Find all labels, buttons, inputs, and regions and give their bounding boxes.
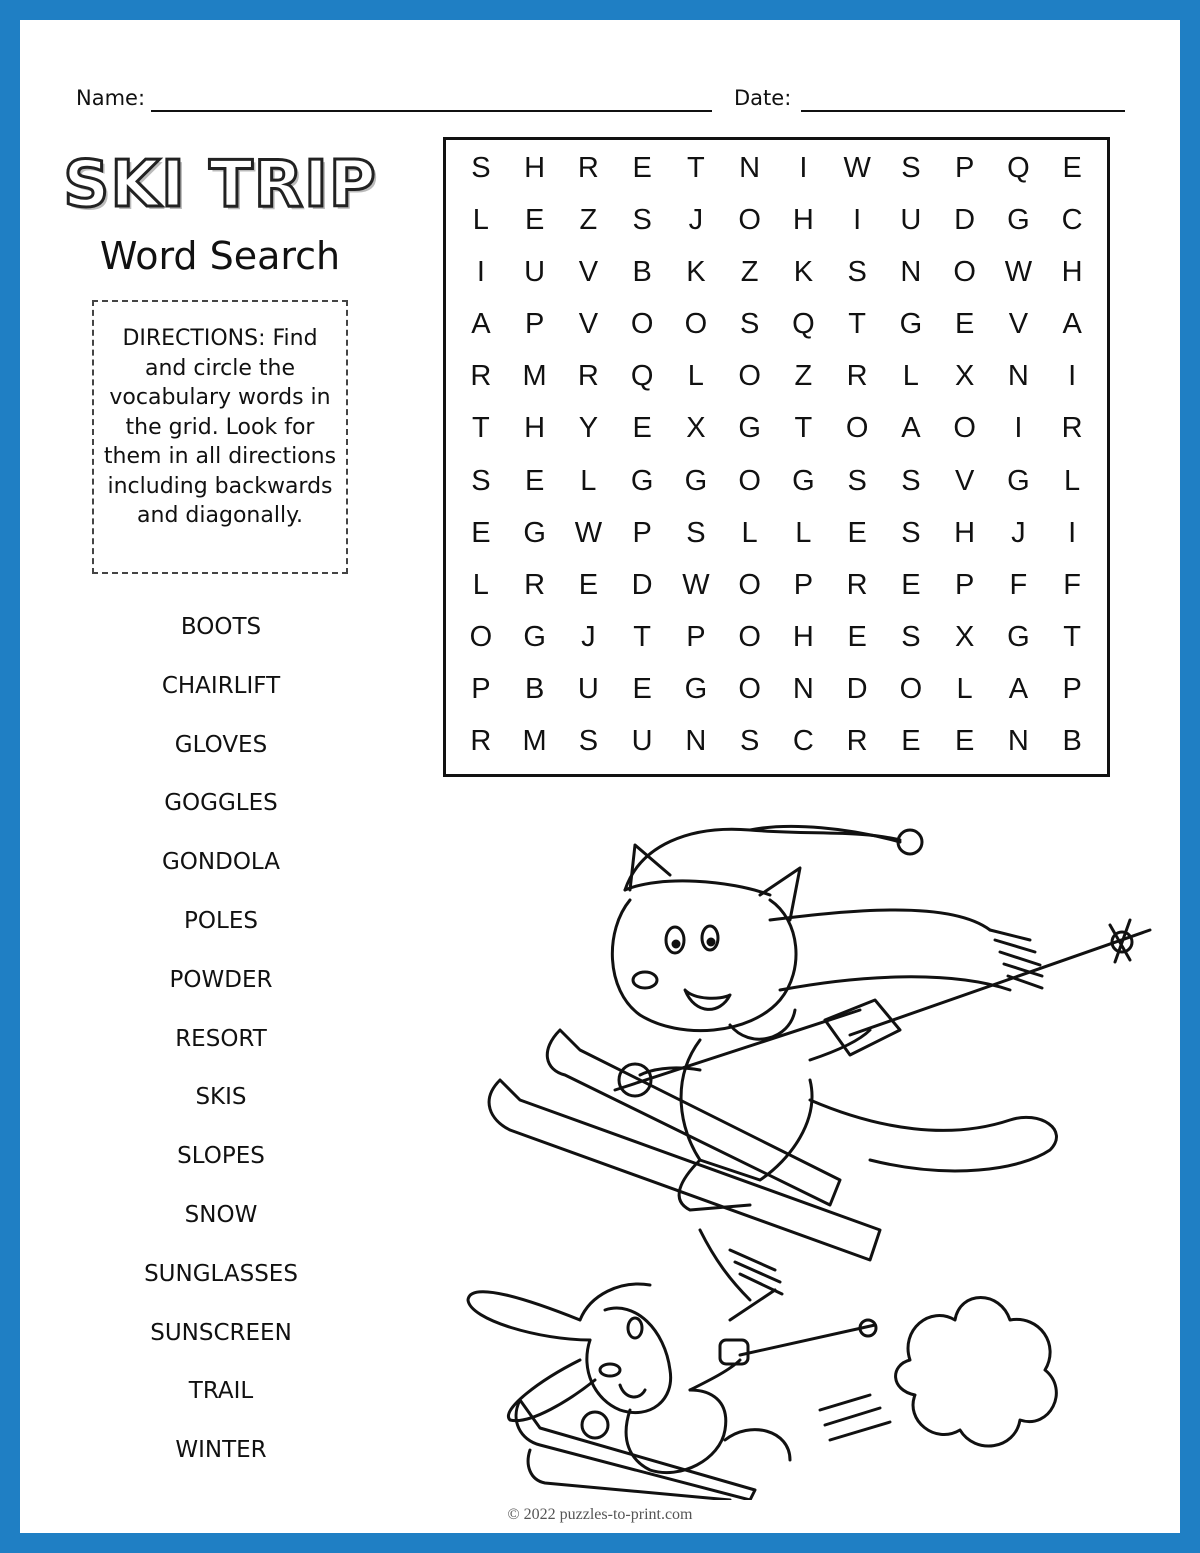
grid-letter[interactable]: W: [1004, 255, 1033, 288]
word-list-item: SUNGLASSES: [144, 1260, 298, 1287]
grid-letter[interactable]: I: [853, 203, 862, 236]
grid-letter[interactable]: T: [794, 412, 813, 445]
grid-letter[interactable]: O: [845, 412, 869, 445]
word-list-item: GLOVES: [174, 731, 268, 758]
grid-letter[interactable]: P: [686, 621, 706, 654]
grid-letter[interactable]: U: [631, 725, 653, 758]
grid-letter[interactable]: F: [1009, 568, 1028, 601]
grid-letter[interactable]: I: [1068, 516, 1077, 549]
grid-letter[interactable]: Y: [578, 412, 599, 445]
grid-letter[interactable]: A: [1062, 308, 1082, 341]
grid-letter[interactable]: O: [738, 203, 761, 236]
grid-letter[interactable]: S: [847, 255, 867, 288]
grid-letter[interactable]: Q: [1007, 151, 1030, 184]
grid-letter[interactable]: O: [738, 621, 761, 654]
grid-letter[interactable]: L: [741, 516, 758, 549]
grid-letter[interactable]: E: [471, 516, 491, 549]
grid-letter[interactable]: I: [1068, 360, 1077, 393]
grid-letter[interactable]: U: [900, 203, 922, 236]
grid-letter[interactable]: N: [792, 673, 814, 706]
word-list-item: SKIS: [195, 1084, 247, 1111]
grid-letter[interactable]: N: [1007, 725, 1029, 758]
grid-letter[interactable]: R: [1061, 412, 1083, 445]
cat-skier-icon: [489, 826, 1150, 1260]
grid-letter[interactable]: D: [954, 203, 976, 236]
grid-letter[interactable]: P: [632, 516, 652, 549]
grid-letter[interactable]: D: [631, 568, 653, 601]
grid-letter[interactable]: S: [901, 621, 921, 654]
grid-letter[interactable]: S: [471, 151, 491, 184]
grid-letter[interactable]: L: [956, 673, 973, 706]
date-label: Date:: [734, 86, 792, 110]
grid-letter[interactable]: Q: [630, 360, 654, 393]
name-label: Name:: [76, 86, 146, 110]
grid-letter[interactable]: G: [1007, 621, 1030, 654]
grid-letter[interactable]: O: [684, 308, 708, 341]
grid-letter[interactable]: G: [523, 621, 546, 654]
word-list-item: GONDOLA: [161, 849, 281, 876]
grid-letter[interactable]: T: [687, 151, 705, 184]
grid-letter[interactable]: F: [1063, 568, 1081, 601]
grid-letter[interactable]: R: [470, 360, 492, 393]
grid-letter[interactable]: P: [954, 151, 975, 184]
grid-letter[interactable]: L: [580, 464, 597, 497]
grid-letter[interactable]: P: [954, 568, 975, 601]
grid-letter[interactable]: X: [954, 621, 975, 654]
grid-letter[interactable]: S: [632, 203, 652, 236]
grid-letter[interactable]: J: [581, 621, 596, 654]
word-list-item: BOOTS: [180, 614, 262, 640]
grid-letter[interactable]: V: [578, 308, 599, 341]
grid-letter[interactable]: G: [684, 464, 708, 497]
grid-letter[interactable]: Z: [794, 360, 813, 393]
worksheet-page: [20, 20, 1180, 1533]
grid-letter[interactable]: P: [1062, 673, 1082, 706]
grid-letter[interactable]: S: [739, 308, 760, 341]
grid-letter[interactable]: C: [1061, 203, 1083, 236]
grid-letter[interactable]: R: [846, 725, 868, 758]
word-list-item: SLOPES: [177, 1143, 265, 1170]
grid-letter[interactable]: S: [578, 725, 599, 758]
grid-letter[interactable]: L: [472, 568, 489, 601]
grid-letter[interactable]: E: [1062, 151, 1082, 184]
grid-letter[interactable]: O: [738, 568, 761, 601]
copyright-footer: © 2022 puzzles-to-print.com: [507, 1506, 693, 1523]
grid-letter[interactable]: K: [686, 255, 706, 288]
grid-letter[interactable]: Z: [579, 203, 598, 236]
grid-letter[interactable]: G: [684, 673, 708, 706]
grid-letter[interactable]: L: [472, 203, 489, 236]
bunny-skier-icon: [468, 1230, 1056, 1500]
grid-letter[interactable]: H: [792, 621, 814, 654]
grid-letter[interactable]: Z: [740, 255, 759, 288]
grid-letter[interactable]: B: [524, 673, 545, 706]
grid-letter[interactable]: E: [954, 725, 975, 758]
grid-letter[interactable]: A: [471, 308, 491, 341]
grid-letter[interactable]: W: [843, 151, 871, 184]
grid-letter[interactable]: A: [1008, 673, 1029, 706]
grid-letter[interactable]: G: [899, 308, 923, 341]
grid-letter[interactable]: O: [469, 621, 493, 654]
grid-letter[interactable]: I: [476, 255, 485, 288]
word-list-item: CHAIRLIFT: [161, 672, 281, 699]
grid-letter[interactable]: H: [524, 151, 546, 184]
grid-letter[interactable]: S: [471, 464, 491, 497]
name-line[interactable]: [151, 110, 712, 112]
grid-letter[interactable]: V: [1008, 308, 1029, 341]
grid-letter[interactable]: L: [1064, 464, 1081, 497]
grid-letter[interactable]: D: [846, 673, 868, 706]
directions-box: [92, 300, 348, 574]
grid-letter[interactable]: H: [524, 412, 546, 445]
date-line[interactable]: [801, 110, 1125, 112]
grid-letter[interactable]: V: [954, 464, 975, 497]
word-list-item: WINTER: [175, 1437, 267, 1464]
grid-letter[interactable]: J: [1011, 516, 1026, 549]
grid-letter[interactable]: M: [522, 360, 547, 393]
grid-letter[interactable]: N: [900, 255, 922, 288]
grid-letter[interactable]: G: [630, 464, 654, 497]
grid-letter[interactable]: E: [901, 725, 921, 758]
grid-letter[interactable]: P: [471, 673, 491, 706]
grid-letter[interactable]: N: [739, 151, 761, 184]
grid-letter[interactable]: X: [954, 360, 975, 393]
grid-letter[interactable]: E: [524, 203, 545, 236]
grid-letter[interactable]: E: [632, 673, 652, 706]
grid-letter[interactable]: S: [847, 464, 867, 497]
word-list-item: SNOW: [184, 1201, 258, 1228]
grid-letter[interactable]: K: [793, 255, 814, 288]
grid-letter[interactable]: C: [792, 725, 814, 758]
grid-letter[interactable]: U: [524, 255, 546, 288]
grid-letter[interactable]: H: [1061, 255, 1083, 288]
grid-letter[interactable]: L: [795, 516, 812, 549]
grid-letter[interactable]: E: [847, 621, 867, 654]
grid-letter[interactable]: H: [954, 516, 976, 549]
grid-letter[interactable]: T: [848, 308, 866, 341]
grid-letter[interactable]: J: [688, 203, 704, 236]
page-title: SKI TRIP: [63, 148, 377, 222]
grid-letter[interactable]: Q: [792, 308, 815, 341]
grid-letter[interactable]: W: [682, 568, 710, 601]
grid-letter[interactable]: T: [1063, 621, 1081, 654]
grid-letter[interactable]: E: [901, 568, 921, 601]
grid-letter[interactable]: G: [792, 464, 815, 497]
grid-letter[interactable]: O: [953, 412, 976, 445]
grid-letter[interactable]: V: [578, 255, 599, 288]
grid-letter[interactable]: L: [902, 360, 919, 393]
grid-letter[interactable]: W: [574, 516, 603, 549]
grid-letter[interactable]: P: [524, 308, 545, 341]
grid-letter[interactable]: O: [630, 308, 654, 341]
grid-letter[interactable]: O: [738, 360, 761, 393]
page-subtitle: Word Search: [99, 234, 341, 278]
grid-letter[interactable]: N: [685, 725, 707, 758]
grid-letter[interactable]: A: [901, 412, 921, 445]
grid-letter[interactable]: R: [470, 725, 492, 758]
grid-letter[interactable]: O: [738, 464, 761, 497]
grid-letter[interactable]: R: [846, 360, 868, 393]
grid-letter[interactable]: T: [633, 621, 651, 654]
word-list-item: POWDER: [169, 966, 273, 993]
grid-letter[interactable]: R: [846, 568, 868, 601]
skiing-animals-illustration: [430, 800, 1170, 1500]
grid-letter[interactable]: B: [632, 255, 652, 288]
grid-letter[interactable]: E: [578, 568, 599, 601]
grid-letter[interactable]: G: [738, 412, 761, 445]
grid-letter[interactable]: S: [739, 725, 760, 758]
word-list-item: RESORT: [175, 1025, 267, 1052]
grid-letter[interactable]: O: [953, 255, 976, 288]
grid-letter[interactable]: R: [577, 151, 599, 184]
grid-letter[interactable]: E: [847, 516, 867, 549]
grid-letter[interactable]: E: [632, 151, 652, 184]
grid-letter[interactable]: S: [901, 151, 921, 184]
grid-letter[interactable]: G: [523, 516, 546, 549]
grid-letter[interactable]: P: [793, 568, 814, 601]
grid-letter[interactable]: R: [577, 360, 599, 393]
grid-letter[interactable]: S: [901, 464, 921, 497]
word-list-item: GOGGLES: [164, 790, 278, 817]
word-list: [60, 608, 382, 1490]
directions-text: DIRECTIONS: Find and circle the vocabulary words in the grid. Look for them in all directions including backwards and diagonally.: [103, 326, 337, 528]
grid-letter[interactable]: L: [687, 360, 704, 393]
grid-letter[interactable]: H: [792, 203, 814, 236]
grid-letter[interactable]: E: [524, 464, 545, 497]
grid-letter[interactable]: S: [901, 516, 921, 549]
grid-letter[interactable]: G: [1007, 464, 1030, 497]
grid-letter[interactable]: B: [1062, 725, 1082, 758]
grid-letter[interactable]: I: [1014, 412, 1023, 445]
grid-letter[interactable]: T: [472, 412, 490, 445]
grid-letter[interactable]: R: [524, 568, 546, 601]
word-list-item: POLES: [184, 907, 258, 934]
grid-letter[interactable]: O: [899, 673, 923, 706]
grid-letter[interactable]: I: [799, 151, 808, 184]
grid-letter[interactable]: E: [954, 308, 975, 341]
grid-letter[interactable]: G: [1007, 203, 1030, 236]
grid-letter[interactable]: M: [522, 725, 547, 758]
grid-letter[interactable]: U: [577, 673, 599, 706]
grid-letter[interactable]: O: [738, 673, 761, 706]
word-list-item: SUNSCREEN: [150, 1319, 292, 1346]
grid-letter[interactable]: N: [1007, 360, 1029, 393]
word-list-item: TRAIL: [188, 1378, 254, 1405]
grid-letter[interactable]: E: [632, 412, 652, 445]
grid-letter[interactable]: S: [686, 516, 706, 549]
grid-letter[interactable]: X: [686, 412, 706, 445]
letter-grid: [443, 137, 1110, 777]
